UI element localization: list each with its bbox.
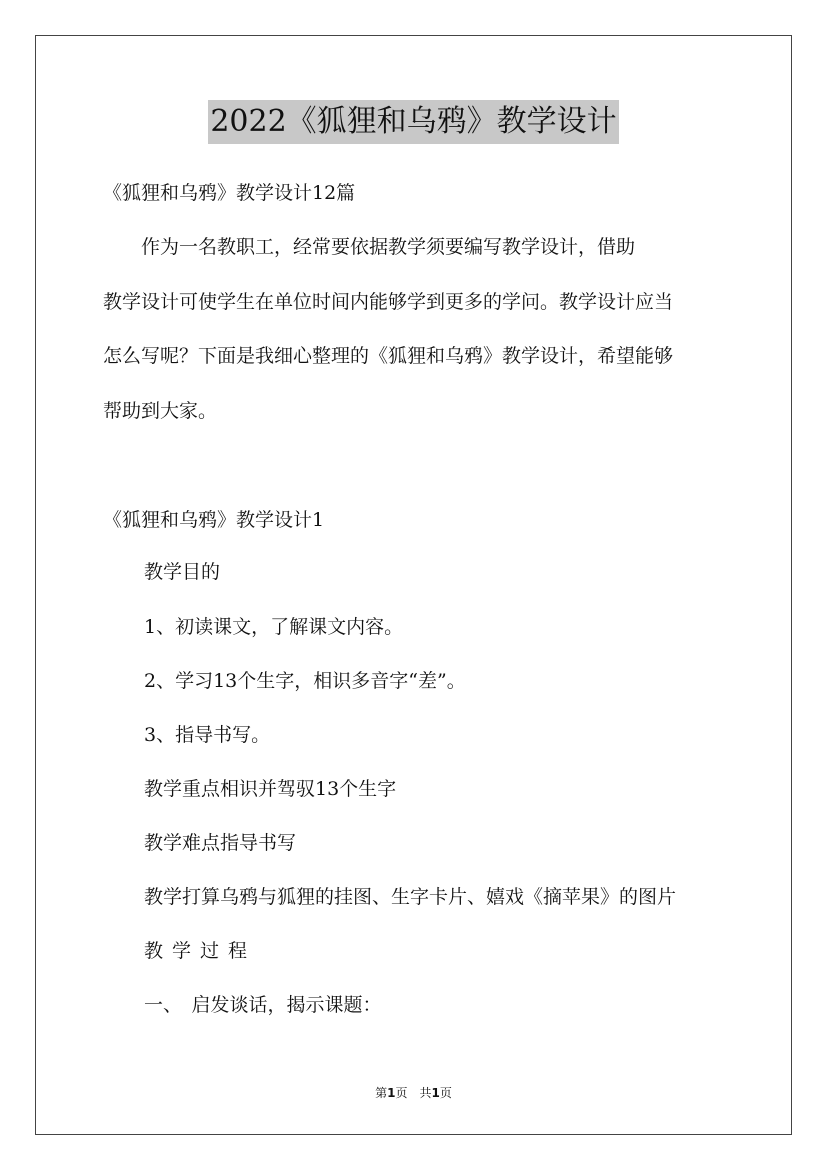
item-teaching-goal: 教学目的 bbox=[144, 561, 221, 583]
subtitle: 《狐狸和乌鸦》教学设计12篇 bbox=[103, 182, 356, 204]
intro-line-2: 教学设计可使学生在单位时间内能够学到更多的学问。教学设计应当 bbox=[103, 291, 674, 313]
item-step-1: 一、 启发谈话，揭示课题： bbox=[144, 994, 382, 1016]
footer-page-number: 1 bbox=[387, 1086, 396, 1100]
footer-suffix: 页 bbox=[439, 1086, 452, 1100]
footer-middle: 页 共 bbox=[395, 1086, 432, 1100]
title-container bbox=[0, 100, 827, 144]
item-goal-3: 3、指导书写。 bbox=[144, 724, 271, 746]
intro-line-3: 怎么写呢？下面是我细心整理的《狐狸和乌鸦》教学设计，希望能够 bbox=[103, 345, 674, 367]
item-preparation: 教学打算乌鸦与狐狸的挂图、生字卡片、嬉戏《摘苹果》的图片 bbox=[144, 886, 677, 908]
item-goal-1: 1、初读课文，了解课文内容。 bbox=[144, 616, 404, 638]
section-heading: 《狐狸和乌鸦》教学设计1 bbox=[103, 509, 325, 531]
document-title: 2022《狐狸和乌鸦》教学设计 bbox=[208, 100, 618, 144]
item-difficulty: 教学难点指导书写 bbox=[144, 832, 297, 854]
page-footer bbox=[0, 1084, 827, 1102]
intro-line-1: 作为一名教职工，经常要依据教学须要编写教学设计，借助 bbox=[103, 236, 636, 258]
footer-prefix: 第 bbox=[375, 1086, 388, 1100]
item-process: 教学过程 bbox=[144, 940, 257, 962]
footer-total-pages: 1 bbox=[431, 1086, 440, 1100]
intro-line-4: 帮助到大家。 bbox=[103, 400, 218, 422]
item-key-point: 教学重点相识并驾驭13个生字 bbox=[144, 778, 397, 800]
item-goal-2: 2、学习13个生字，相识多音字“差”。 bbox=[144, 670, 466, 692]
